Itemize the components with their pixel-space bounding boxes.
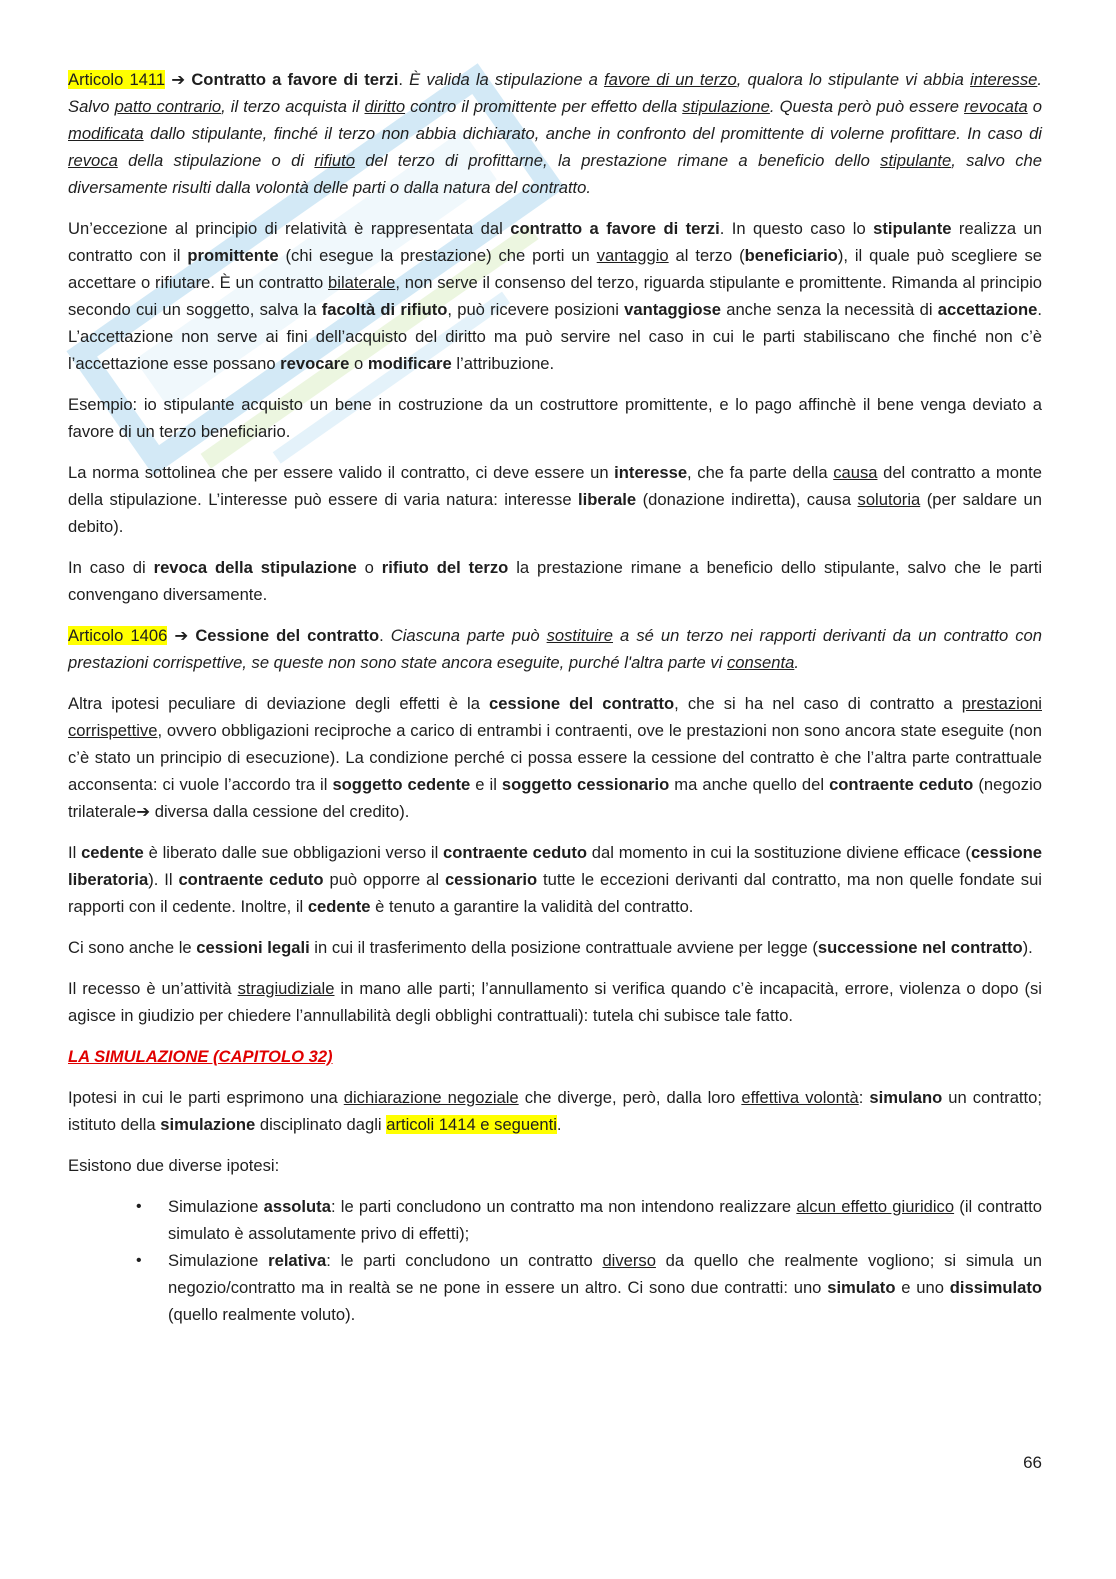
arrow-icon: ➔: [174, 626, 189, 645]
art1411-paragraph: Articolo 1411 ➔ Contratto a favore di terzi. È valida la stipulazione a favore di un terzo, qualora lo stipulante vi abbia interesse. Salvo patto contrario, il terzo acquista il diritto contro il promittente per effetto della stipulazione. Questa però può essere revocata o modificata dallo stipulante, finché il terzo non abbia dichiarato, anche in confronto del promittente di volerne profittare. In caso di revoca della stipulazione o di rifiuto del terzo di profittarne, la prestazione rimane a beneficio dello stipulante, salvo che diversamente risulti dalla volontà delle parti o dalla natura del contratto.: [68, 70, 1042, 197]
paragraph-ipotesi: Ipotesi in cui le parti esprimono una dichiarazione negoziale che diverge, però, dalla loro effettiva volontà: simulano un contratto; istituto della simulazione disciplinato dagli articoli 1414 e seguenti.: [68, 1088, 1042, 1134]
simulazione-list: [68, 1193, 1042, 1328]
arrow-icon: ➔: [171, 70, 186, 89]
simulazione-heading-row: [68, 1043, 1042, 1070]
paragraph-recesso: Il recesso è un’attività stragiudiziale in mano alle parti; l’annullamento si verifica quando c’è incapacità, errore, violenza o dopo (si agisce in giudizio per chiedere l’annullabilità degli obblighi contrattuali): tutela chi subisce tale fatto.: [68, 979, 1042, 1025]
simulazione-heading: LA SIMULAZIONE (CAPITOLO 32): [68, 1047, 333, 1066]
art1411-title: Contratto a favore di terzi: [191, 70, 399, 89]
arrow-icon: ➔: [136, 802, 151, 821]
paragraph-cessione: Altra ipotesi peculiare di deviazione degli effetti è la cessione del contratto, che si ha nel caso di contratto a prestazioni corrispettive, ovvero obbligazioni reciproche a carico di entrambi i contraenti, ove le prestazioni non sono ancora state eseguite (non c’è stato un principio di esecuzione). La condizione perché ci possa essere la cessione del contratto è che l’altra parte contrattuale acconsenta: ci vuole l’accordo tra il soggetto cedente e il soggetto cessionario ma anche quello del contraente ceduto (negozio trilaterale➔ diversa dalla cessione del credito).: [68, 694, 1042, 821]
ipotesi-intro: Esistono due diverse ipotesi:: [68, 1156, 280, 1175]
paragraph-revoca: In caso di revoca della stipulazione o rifiuto del terzo la prestazione rimane a beneficio dello stipulante, salvo che le parti convengano diversamente.: [68, 558, 1043, 604]
list-item-assoluta: • Simulazione assoluta: le parti concludono un contratto ma non intendono realizzare alcun effetto giuridico (il contratto simulato è assolutamente privo di effetti);: [168, 1193, 1042, 1247]
art1414-label: articoli 1414 e seguenti: [386, 1115, 557, 1134]
art1406-label: Articolo 1406: [68, 626, 168, 645]
paragraph-cessioni-legali: Ci sono anche le cessioni legali in cui il trasferimento della posizione contrattuale avviene per legge (successione nel contratto).: [68, 938, 1033, 957]
paragraph-cedente: Il cedente è liberato dalle sue obbligazioni verso il contraente ceduto dal momento in cui la sostituzione diviene efficace (cessione liberatoria). Il contraente ceduto può opporre al cessionario tutte le eccezioni derivanti dal contratto, ma non quelle fondate sui rapporti con il cedente. Inoltre, il cedente è tenuto a garantire la validità del contratto.: [68, 843, 1042, 916]
art1406-paragraph: Articolo 1406 ➔ Cessione del contratto. Ciascuna parte può sostituire a sé un terzo nei rapporti derivanti da un contratto con prestazioni corrispettive, se queste non sono state ancora eseguite, purché l'altra parte vi consenta.: [68, 626, 1042, 672]
art1411-label: Articolo 1411: [68, 70, 166, 89]
document-body: [68, 66, 1042, 1328]
list-item-relativa: • Simulazione relativa: le parti concludono un contratto diverso da quello che realmente vogliono; si simula un negozio/contratto ma in realtà se ne pone in essere un altro. Ci sono due contratti: uno simulato e uno dissimulato (quello realmente voluto).: [168, 1247, 1042, 1328]
paragraph-interesse: La norma sottolinea che per essere valido il contratto, ci deve essere un interesse, che fa parte della causa del contratto a monte della stipulazione. L’interesse può essere di varia natura: interesse liberale (donazione indiretta), causa solutoria (per saldare un debito).: [68, 463, 1042, 536]
art1406-title: Cessione del contratto: [195, 626, 380, 645]
page-number: 66: [1023, 1453, 1042, 1472]
paragraph-esempio: Esempio: io stipulante acquisto un bene in costruzione da un costruttore promittente, e lo pago affinchè il bene venga deviato a favore di un terzo beneficiario.: [68, 395, 1042, 441]
paragraph-eccezione: Un’eccezione al principio di relatività è rappresentata dal contratto a favore di terzi. In questo caso lo stipulante realizza un contratto con il promittente (chi esegue la prestazione) che porti un vantaggio al terzo (beneficiario), il quale può scegliere se accettare o rifiutare. È un contratto bilaterale, non serve il consenso del terzo, riguarda stipulante e promittente. Rimanda al principio secondo cui un soggetto, salva la facoltà di rifiuto, può ricevere posizioni vantaggiose anche senza la necessità di accettazione. L’accettazione non serve ai fini dell’acquisto del diritto ma può servire nel caso in cui le parti stabiliscano che finché non c’è l’accettazione esse possano revocare o modificare l’attribuzione.: [68, 219, 1043, 373]
